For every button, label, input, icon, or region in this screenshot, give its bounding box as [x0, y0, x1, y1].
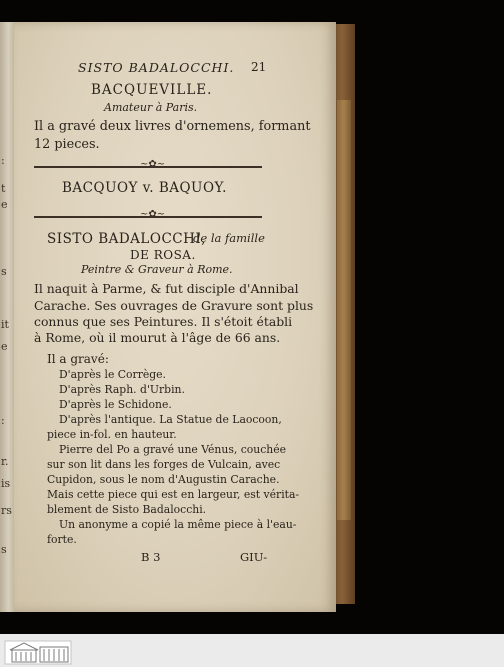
- entry-subtitle: Amateur à Paris.: [104, 101, 198, 114]
- entry-body-line: Carache. Ses ouvrages de Gravure sont plus: [34, 298, 314, 313]
- facing-page-fragment: s: [1, 543, 7, 556]
- works-intro: Il a gravé:: [47, 352, 109, 366]
- facing-page-fragment: e: [1, 340, 8, 353]
- facing-page-fragment: e: [1, 198, 8, 211]
- facing-page-fragment: it: [1, 318, 9, 331]
- work-line: sur son lit dans les forges de Vulcain, avec: [47, 458, 281, 471]
- facing-page-edge: [0, 22, 14, 612]
- running-head: SISTO BADALOCCHI.: [78, 60, 235, 75]
- work-line: Cupidon, sous le nom d'Augustin Carache.: [47, 473, 280, 486]
- entry-heading-bacqueville: BACQUEVILLE.: [91, 82, 213, 98]
- signature-mark: B 3: [141, 550, 161, 564]
- entry-body-line: Il naquit à Parme, & fut disciple d'Annibal: [34, 281, 299, 296]
- work-line: D'après le Corrège.: [59, 368, 166, 381]
- facing-page-fragment: rs: [1, 504, 12, 517]
- entry-body-line: à Rome, où il mourut à l'âge de 66 ans.: [34, 330, 281, 345]
- work-line: Un anonyme a copié la même piece à l'eau-: [59, 518, 297, 531]
- rule-ornament-icon: ~✿~: [140, 159, 166, 170]
- work-line: D'après le Schidone.: [59, 398, 172, 411]
- work-line: D'après l'antique. La Statue de Laocoon,: [59, 413, 282, 426]
- entry-family-note: de la famille: [193, 231, 265, 245]
- facing-page-fragment: :: [1, 154, 5, 167]
- facing-page-fragment: :: [1, 414, 5, 427]
- entry-body-line: 12 pieces.: [34, 137, 100, 152]
- work-line: forte.: [47, 533, 77, 546]
- entry-heading-badalocchi: SISTO BADALOCCHI,: [47, 231, 207, 247]
- library-building-icon: [4, 640, 72, 665]
- work-line: piece in-fol. en hauteur.: [47, 428, 177, 441]
- facing-page-fragment: t: [1, 182, 6, 195]
- catchword: GIU-: [240, 550, 268, 564]
- facing-page-fragment: r.: [1, 455, 9, 468]
- entry-heading-bacquoy: BACQUOY v. BAQUOY.: [62, 180, 227, 196]
- entry-family-name: DE ROSA.: [130, 248, 196, 262]
- entry-body-line: connus que ses Peintures. Il s'étoit établi: [34, 314, 293, 329]
- work-line: D'après Raph. d'Urbin.: [59, 383, 185, 396]
- spine-highlight: [337, 100, 351, 520]
- work-line: Pierre del Po a gravé une Vénus, couchée: [59, 443, 287, 456]
- entry-body-line: Il a gravé deux livres d'ornemens, formant: [34, 119, 311, 134]
- page-number: 21: [251, 60, 267, 74]
- facing-page-fragment: is: [1, 477, 11, 490]
- work-line: blement de Sisto Badalocchi.: [47, 503, 207, 516]
- facing-page-fragment: s: [1, 265, 7, 278]
- rule-ornament-icon: ~✿~: [140, 209, 166, 220]
- footer-bar: [0, 634, 504, 667]
- entry-subtitle: Peintre & Graveur à Rome.: [81, 263, 233, 276]
- work-line: Mais cette piece qui est en largeur, est vérita-: [47, 488, 300, 501]
